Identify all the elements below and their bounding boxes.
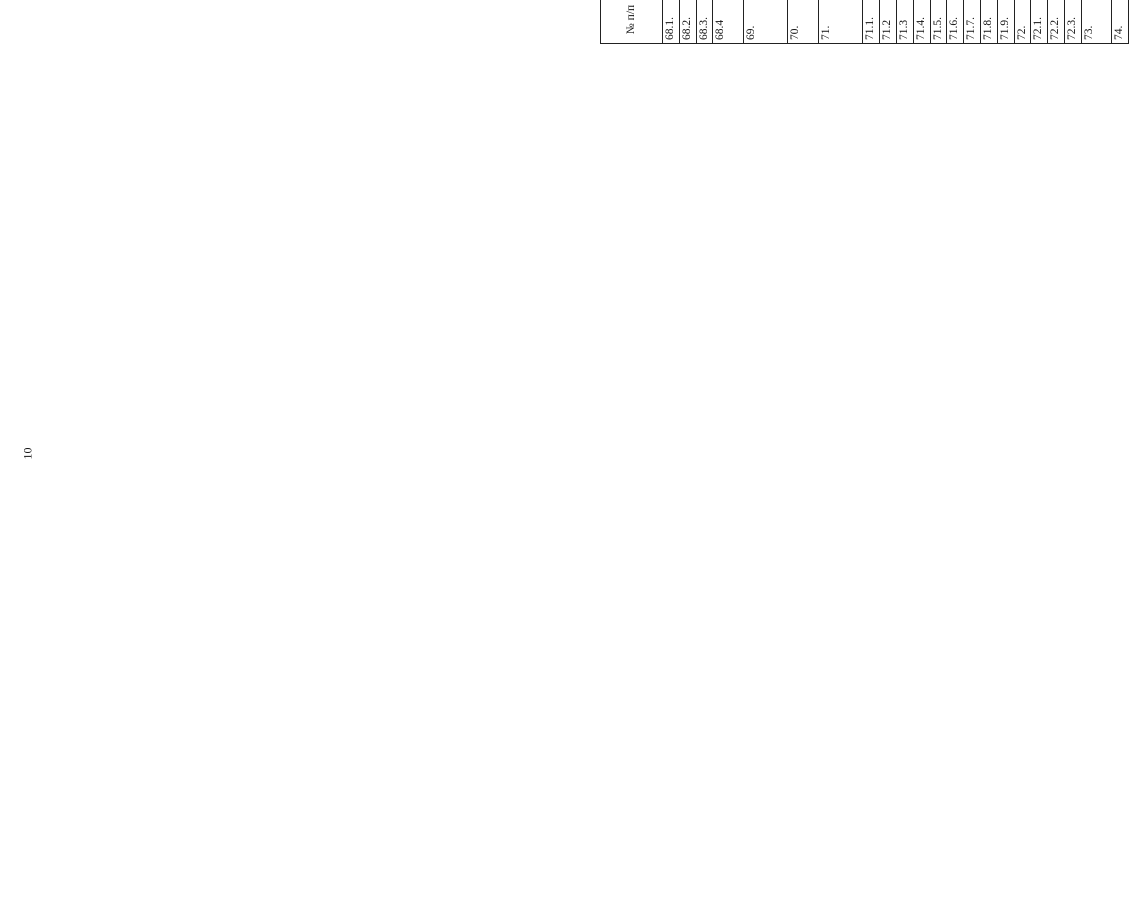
table-row bbox=[964, 0, 981, 44]
table-row bbox=[913, 0, 930, 44]
row-number: 71.3 bbox=[896, 0, 913, 44]
table-row bbox=[663, 0, 680, 44]
row-number: 73. bbox=[1081, 0, 1112, 44]
table-row bbox=[1048, 0, 1065, 44]
row-number: 71.1. bbox=[863, 0, 880, 44]
table-row bbox=[980, 0, 997, 44]
table-row bbox=[788, 0, 819, 44]
table-row bbox=[863, 0, 880, 44]
table-row bbox=[696, 0, 713, 44]
table-row bbox=[1112, 0, 1129, 44]
page-number: 10 bbox=[20, 447, 35, 460]
row-number: 68.1. bbox=[663, 0, 680, 44]
table-row bbox=[997, 0, 1014, 44]
row-number: 68.3. bbox=[696, 0, 713, 44]
measures-table bbox=[600, 0, 1129, 44]
row-number: 72.2. bbox=[1048, 0, 1065, 44]
row-number: 71.7. bbox=[964, 0, 981, 44]
table-row bbox=[880, 0, 897, 44]
row-number: 71.4. bbox=[913, 0, 930, 44]
row-number: 71.5. bbox=[930, 0, 947, 44]
table-row bbox=[947, 0, 964, 44]
table-body bbox=[663, 0, 1129, 44]
row-number: 71.2 bbox=[880, 0, 897, 44]
row-number: 69. bbox=[743, 0, 787, 44]
row-number: 72.3. bbox=[1064, 0, 1081, 44]
row-number: 68.2. bbox=[679, 0, 696, 44]
table-row bbox=[1081, 0, 1112, 44]
row-number: 72. bbox=[1014, 0, 1031, 44]
table-row bbox=[713, 0, 744, 44]
rotated-document bbox=[600, 0, 1126, 44]
row-number: 70. bbox=[788, 0, 819, 44]
header-num: № п/п bbox=[601, 0, 663, 44]
table-row bbox=[679, 0, 696, 44]
table-row bbox=[930, 0, 947, 44]
table-row bbox=[896, 0, 913, 44]
row-number: 72.1. bbox=[1031, 0, 1048, 44]
table-row bbox=[818, 0, 862, 44]
row-number: 71.6. bbox=[947, 0, 964, 44]
row-number: 71.9. bbox=[997, 0, 1014, 44]
row-number: 71. bbox=[818, 0, 862, 44]
row-number: 71.8. bbox=[980, 0, 997, 44]
row-number: 74. bbox=[1112, 0, 1129, 44]
table-row bbox=[1014, 0, 1031, 44]
table-row bbox=[743, 0, 787, 44]
table-row bbox=[1031, 0, 1048, 44]
table-row bbox=[1064, 0, 1081, 44]
row-number: 68.4 bbox=[713, 0, 744, 44]
